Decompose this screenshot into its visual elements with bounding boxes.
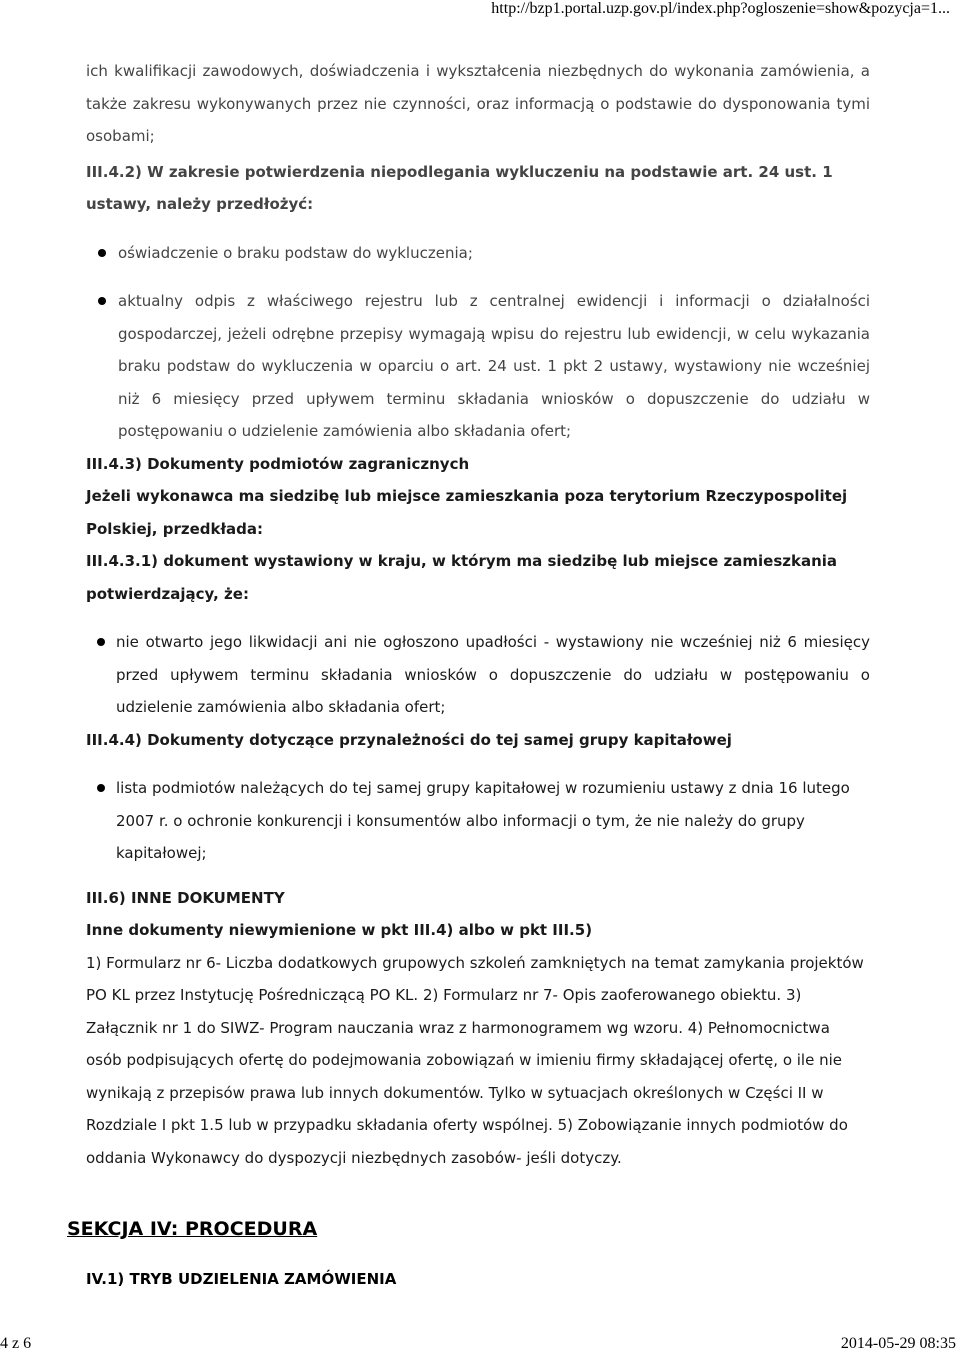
section-heading-iii-4-3-1: III.4.3.1) dokument wystawiony w kraju, w którym ma siedzibę lub miejsce zamieszkania potwierdzający, że: [86,552,838,603]
list-item: nie otwarto jego likwidacji ani nie ogłoszono upadłości - wystawiony nie wcześniej niż 6 miesięcy przed upływem terminu składania wniosków o dopuszczenie do udziału w postępowaniu o udzielenie zamówienia albo składania ofert; [86,626,870,724]
page-url: http://bzp1.portal.uzp.gov.pl/index.php?ogloszenie=show&pozycja=1... [491,0,950,17]
section-iv-title: SEKCJA IV: PROCEDURA [67,1218,318,1240]
section-heading-iv-1: IV.1) TRYB UDZIELENIA ZAMÓWIENIA [86,1270,397,1288]
print-datetime: 2014-05-29 08:35 [840,1335,956,1352]
intro-paragraph: ich kwalifikacji zawodowych, doświadczenia i wykształcenia niezbędnych do wykonania zamówienia, a także zakresu wykonywanych przez nie czynności, oraz informacją o podstawie do dysponowania tymi osobami; [86,62,870,145]
other-documents-subheading: Inne dokumenty niewymienione w pkt III.4) albo w pkt III.5) [86,921,593,939]
list-item: oświadczenie o braku podstaw do wykluczenia; [86,237,870,270]
section-heading-iii-4-2: III.4.2) W zakresie potwierdzenia niepodlegania wykluczeniu na podstawie art. 24 ust. 1 ustawy, należy przedłożyć: [86,162,833,213]
page-number: 4 z 6 [0,1335,32,1352]
section-heading-iii-4-4: III.4.4) Dokumenty dotyczące przynależności do tej samej grupy kapitałowej [86,730,732,749]
list-item: aktualny odpis z właściwego rejestru lub z centralnej ewidencji i informacji o działalności gospodarczej, jeżeli odrębne przepisy wymagają wpisu do rejestru lub ewidencji, w celu wykazania braku podstaw do wykluczenia w oparciu o art. 24 ust. 1 pkt 2 ustawy, wystawiony nie wcześniej niż 6 miesięcy przed upływem terminu składania wniosków o dopuszczenie do udziału w postępowaniu o udzielenie zamówienia albo składania ofert; [86,285,870,448]
section-heading-iii-6: III.6) INNE DOKUMENTY [86,888,285,907]
document-body [86,55,870,1174]
section-heading-iii-4-3: III.4.3) Dokumenty podmiotów zagranicznych [86,454,470,473]
list-item: lista podmiotów należących do tej samej grupy kapitałowej w rozumieniu ustawy z dnia 16 lutego 2007 r. o ochronie konkurencji i konsumentów albo informacji o tym, że nie należy do grupy kapitałowej; [86,772,870,870]
other-documents-text: 1) Formularz nr 6- Liczba dodatkowych grupowych szkoleń zamkniętych na temat zamykania projektów PO KL przez Instytucję Pośredniczącą PO KL. 2) Formularz nr 7- Opis zaoferowanego obiektu. 3) Załącznik nr 1 do SIWZ- Program nauczania wraz z harmonogramem wg wzoru. 4) Pełnomocnictwa osób podpisujących ofertę do podejmowania zobowiązań w imieniu firmy składającej ofertę, o ile nie wynikają z przepisów prawa lub innych dokumentów. Tylko w sytuacjach określonych w Części II w Rozdziale I pkt 1.5 lub w przypadku składania oferty wspólnej. 5) Zobowiązanie innych podmiotów do oddania Wykonawcy do dyspozycji niezbędnych zasobów- jeśli dotyczy. [86,953,864,1167]
foreign-entities-intro: Jeżeli wykonawca ma siedzibę lub miejsce zamieszkania poza terytorium Rzeczypospolitej Polskiej, przedkłada: [86,487,848,538]
